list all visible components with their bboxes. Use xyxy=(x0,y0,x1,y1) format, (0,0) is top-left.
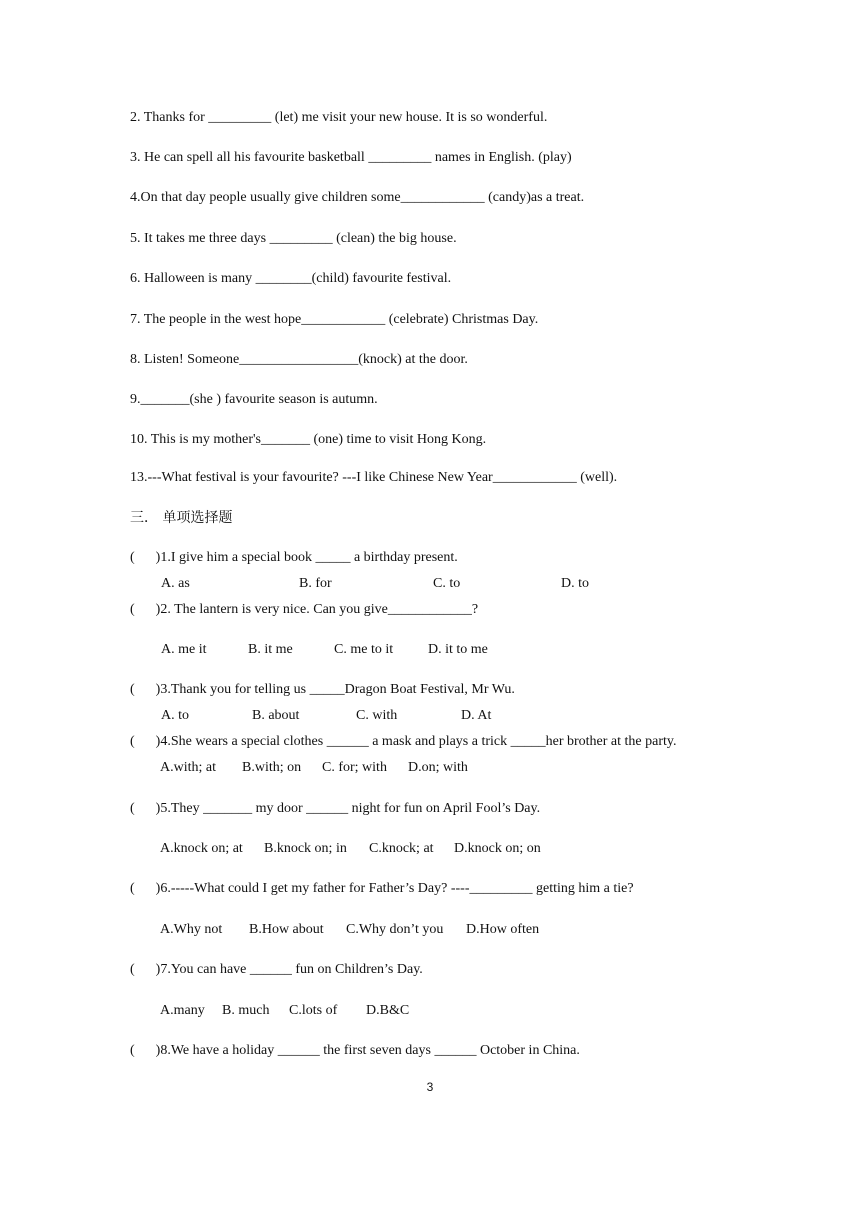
fill-in-item: 9._______(she ) favourite season is autumn. xyxy=(130,392,378,407)
option-c: C. with xyxy=(356,708,398,723)
question-stem: ( )3.Thank you for telling us _____Dragon Boat Festival, Mr Wu. xyxy=(130,682,515,697)
option-d: D. it to me xyxy=(428,642,488,657)
option-c: C. me to it xyxy=(334,642,394,657)
question-stem: ( )7.You can have ______ fun on Children’s Day. xyxy=(130,962,423,977)
option-a: A.Why not xyxy=(160,922,223,937)
option-a: A. to xyxy=(161,708,189,723)
fill-in-item: 10. This is my mother's_______ (one) time to visit Hong Kong. xyxy=(130,432,487,447)
option-b: B.with; on xyxy=(242,760,302,775)
section-title: 三． 单项选择题 xyxy=(130,510,233,526)
fill-in-item: 4.On that day people usually give children some____________ (candy)as a treat. xyxy=(130,190,585,205)
fill-in-item: 7. The people in the west hope____________ (celebrate) Christmas Day. xyxy=(130,312,539,327)
option-b: B.How about xyxy=(249,922,324,937)
option-c: C.lots of xyxy=(289,1003,338,1018)
fill-in-item: 6. Halloween is many ________(child) favourite festival. xyxy=(130,271,452,286)
question-stem: ( )8.We have a holiday ______ the first seven days ______ October in China. xyxy=(130,1043,580,1058)
option-a: A. me it xyxy=(161,642,207,657)
fill-in-item: 2. Thanks for _________ (let) me visit your new house. It is so wonderful. xyxy=(130,110,548,125)
option-c: C. to xyxy=(433,576,461,591)
option-d: D. to xyxy=(561,576,589,591)
option-c: C.knock; at xyxy=(369,841,434,856)
option-a: A.with; at xyxy=(160,760,216,775)
option-a: A.knock on; at xyxy=(160,841,243,856)
option-d: D.on; with xyxy=(408,760,468,775)
question-stem: ( )4.She wears a special clothes ______ a mask and plays a trick _____her brother at the party. xyxy=(130,734,677,749)
option-c: C.Why don’t you xyxy=(346,922,444,937)
fill-in-item: 13.---What festival is your favourite? ---I like Chinese New Year____________ (well). xyxy=(130,470,618,485)
option-d: D.knock on; on xyxy=(454,841,541,856)
option-b: B. much xyxy=(222,1003,270,1018)
fill-in-item: 5. It takes me three days _________ (clean) the big house. xyxy=(130,231,457,246)
option-d: D.How often xyxy=(466,922,540,937)
question-stem: ( )5.They _______ my door ______ night for fun on April Fool’s Day. xyxy=(130,801,541,816)
option-b: B. it me xyxy=(248,642,293,657)
page-number: 3 xyxy=(426,1080,434,1094)
option-d: D. At xyxy=(461,708,492,723)
option-c: C. for; with xyxy=(322,760,387,775)
option-b: B.knock on; in xyxy=(264,841,347,856)
option-b: B. for xyxy=(299,576,332,591)
fill-in-item: 3. He can spell all his favourite basketball _________ names in English. (play) xyxy=(130,150,572,165)
fill-in-item: 8. Listen! Someone_________________(knock) at the door. xyxy=(130,352,468,367)
question-stem: ( )2. The lantern is very nice. Can you give____________? xyxy=(130,602,479,617)
option-d: D.B&C xyxy=(366,1003,410,1018)
option-b: B. about xyxy=(252,708,300,723)
option-a: A.many xyxy=(160,1003,205,1018)
option-a: A. as xyxy=(161,576,190,591)
question-stem: ( )6.-----What could I get my father for Father’s Day? ----_________ getting him a tie? xyxy=(130,881,634,896)
question-stem: ( )1.I give him a special book _____ a birthday present. xyxy=(130,550,458,565)
